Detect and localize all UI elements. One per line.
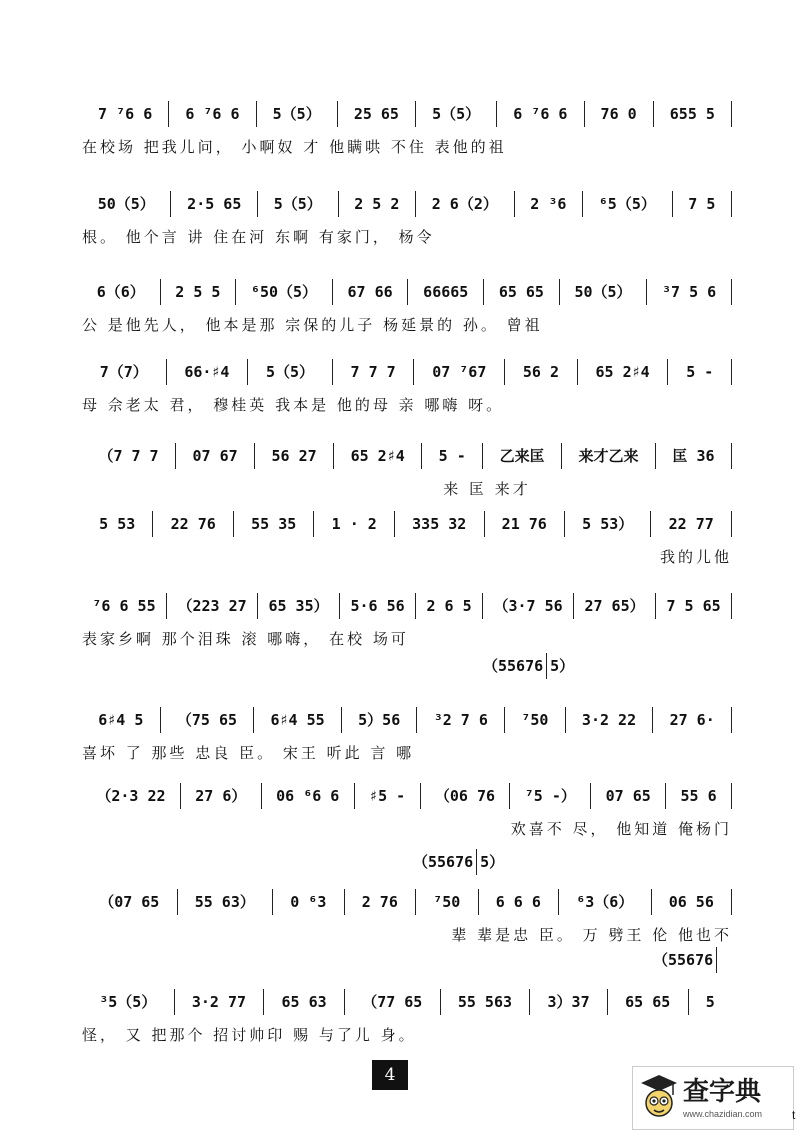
- measure: （06 76: [421, 783, 511, 809]
- alternate-phrase: [650, 946, 717, 974]
- measure: 6 ⁷6 6: [169, 101, 256, 127]
- measure: 55 35: [234, 511, 315, 537]
- watermark-title: 查字典: [683, 1077, 762, 1107]
- score-system-8: [0, 704, 800, 784]
- measure: 1 · 2: [314, 511, 395, 537]
- watermark-logo: [632, 1066, 794, 1130]
- measure: 5 -: [668, 359, 732, 385]
- measure: （3·7 56: [483, 593, 574, 619]
- measure: （75 65: [161, 707, 255, 733]
- measure: 67 66: [333, 279, 409, 305]
- measure: 5 53）: [565, 511, 651, 537]
- measure: 76 0: [585, 101, 654, 127]
- lyrics-row: 来 匡 来才: [443, 480, 531, 498]
- score-system-9: [0, 780, 800, 871]
- measure: 6 6 6: [479, 889, 560, 915]
- notation-row: [82, 356, 732, 388]
- measure: 5（5）: [257, 101, 338, 127]
- measure: 5）56: [342, 707, 418, 733]
- measure: 27 65）: [574, 593, 656, 619]
- measure: （55676: [410, 849, 477, 875]
- measure: 5: [705, 993, 715, 1011]
- measure: 7 7 7: [333, 359, 415, 385]
- measure: ⁷50: [416, 889, 478, 915]
- measure: 0 ⁶3: [273, 889, 345, 915]
- measure: 55 563: [441, 989, 531, 1015]
- measure: ⁷5 -）: [510, 783, 591, 809]
- measure: 2 76: [345, 889, 417, 915]
- measure: 乙来匡: [483, 443, 562, 469]
- measure: ⁷6 6 55: [82, 593, 167, 619]
- measure: 50（5）: [82, 191, 171, 217]
- measure: 5（5）: [248, 359, 333, 385]
- measure: 65 65: [608, 989, 689, 1015]
- score-system-3: [0, 276, 800, 356]
- measure: ⁶50（5）: [236, 279, 333, 305]
- measure: 55 63）: [178, 889, 274, 915]
- score-system-4: [0, 356, 800, 436]
- measure: 2·5 65: [171, 191, 258, 217]
- measure: 来才乙来: [562, 443, 656, 469]
- measure: 5 -: [422, 443, 483, 469]
- measure: ⁶5（5）: [583, 191, 672, 217]
- score-system-7: [0, 590, 800, 675]
- notation-row: [82, 590, 732, 622]
- measure: 06 56: [652, 889, 733, 915]
- measure: 21 76: [485, 511, 566, 537]
- graduate-owl-icon: [639, 1073, 679, 1121]
- measure: 6♯4 5: [82, 707, 161, 733]
- alternate-phrase: [480, 652, 577, 680]
- measure: 22 76: [153, 511, 234, 537]
- measure: 22 77: [651, 511, 732, 537]
- measure: 27 6）: [181, 783, 262, 809]
- measure: ♯5 -: [355, 783, 421, 809]
- notation-row: [82, 440, 732, 472]
- measure: 50（5）: [560, 279, 648, 305]
- measure: 06 ⁶6 6: [262, 783, 355, 809]
- lyrics-row: 母 佘老太 君， 穆桂英 我本是 他的母 亲 哪嗨 呀。: [82, 396, 505, 414]
- lyrics-row: 怪， 又 把那个 招讨帅印 赐 与了儿 身。: [82, 1026, 417, 1044]
- measure: 66665: [408, 279, 484, 305]
- measure: 2 6（2）: [416, 191, 515, 217]
- lyrics-row: 在校场 把我儿问， 小啊奴 才 他瞒哄 不住 表他的祖: [82, 138, 507, 156]
- measure: 3·2 22: [566, 707, 654, 733]
- measure: 5·6 56: [340, 593, 416, 619]
- measure: 65 35）: [258, 593, 340, 619]
- score-system-6: [0, 508, 800, 588]
- notation-row: [82, 98, 732, 130]
- measure: 335 32: [395, 511, 485, 537]
- measure: 2 5 2: [339, 191, 417, 217]
- notation-row: [82, 986, 732, 1018]
- measure: ³5（5）: [82, 989, 175, 1015]
- measure: （223 27: [167, 593, 258, 619]
- measure: 65 2♯4: [334, 443, 422, 469]
- measure: ⁶3（6）: [559, 889, 651, 915]
- measure: ⁷50: [505, 707, 566, 733]
- measure: 56 27: [255, 443, 334, 469]
- measure: 5（5）: [416, 101, 497, 127]
- measure: 3）37: [530, 989, 608, 1015]
- measure: 6 ⁷6 6: [497, 101, 584, 127]
- measure: 27 6·: [653, 707, 732, 733]
- corner-mark: t: [792, 1108, 796, 1122]
- measure: ³2 7 6: [417, 707, 505, 733]
- measure: （07 65: [82, 889, 178, 915]
- measure: 7 5: [673, 191, 732, 217]
- measure: 5 53: [82, 511, 153, 537]
- measure: 655 5: [654, 101, 732, 127]
- measure: 2 5 5: [161, 279, 237, 305]
- notation-row: [82, 188, 732, 220]
- measure: 2 ³6: [515, 191, 584, 217]
- lyrics-row: 欢喜不 尽， 他知道 俺杨门: [510, 820, 732, 838]
- page-number: 4: [372, 1060, 408, 1090]
- measure: 65 2♯4: [578, 359, 669, 385]
- score-system-2: [0, 188, 800, 268]
- measure: 5）: [480, 853, 505, 871]
- measure: 2 6 5: [416, 593, 483, 619]
- lyrics-row: 根。 他个言 讲 住在河 东啊 有家门， 杨令: [82, 228, 435, 246]
- measure: 66·♯4: [167, 359, 249, 385]
- measure: （77 65: [345, 989, 441, 1015]
- lyrics-row: 表家乡啊 那个泪珠 滚 哪嗨， 在校 场可: [82, 630, 409, 648]
- measure: 65 65: [484, 279, 560, 305]
- measure: （2·3 22: [82, 783, 181, 809]
- notation-row: [82, 780, 732, 812]
- measure: 07 67: [176, 443, 255, 469]
- measure: 56 2: [505, 359, 578, 385]
- measure: 7（7）: [82, 359, 167, 385]
- measure: 07 ⁷67: [414, 359, 505, 385]
- notation-row: [82, 508, 732, 540]
- measure: 65 63: [264, 989, 345, 1015]
- measure: ³7 5 6: [647, 279, 732, 305]
- measure: 3·2 77: [175, 989, 265, 1015]
- measure: （55676: [650, 947, 717, 973]
- notation-row: [82, 276, 732, 308]
- score-system-11: [0, 986, 800, 1066]
- measure: 5（5）: [258, 191, 338, 217]
- measure: 7 5 65: [656, 593, 732, 619]
- measure: 07 65: [591, 783, 666, 809]
- lyrics-row: 喜坏 了 那些 忠良 臣。 宋王 听此 言 哪: [82, 744, 415, 762]
- measure: （55676: [480, 653, 547, 679]
- watermark-url: www.chazidian.com: [683, 1109, 763, 1119]
- alternate-phrase: [410, 848, 507, 876]
- measure: 7 ⁷6 6: [82, 101, 169, 127]
- measure: 匡 36: [656, 443, 732, 469]
- notation-row: [82, 886, 732, 918]
- measure: 25 65: [338, 101, 416, 127]
- measure: 55 6: [666, 783, 732, 809]
- measure: 6♯4 55: [254, 707, 342, 733]
- measure: 6（6）: [82, 279, 161, 305]
- measure: （7 7 7: [82, 443, 176, 469]
- lyrics-row: 公 是他先人， 他本是那 宗保的儿子 杨延景的 孙。 曾祖: [82, 316, 543, 334]
- score-system-10: [0, 886, 800, 969]
- lyrics-row: 我的儿他: [659, 548, 732, 566]
- score-system-1: [0, 98, 800, 178]
- measure: 5）: [550, 657, 575, 675]
- lyrics-row: 辈 辈是忠 臣。 万 劈王 伦 他也不: [451, 926, 732, 944]
- notation-row: [82, 704, 732, 736]
